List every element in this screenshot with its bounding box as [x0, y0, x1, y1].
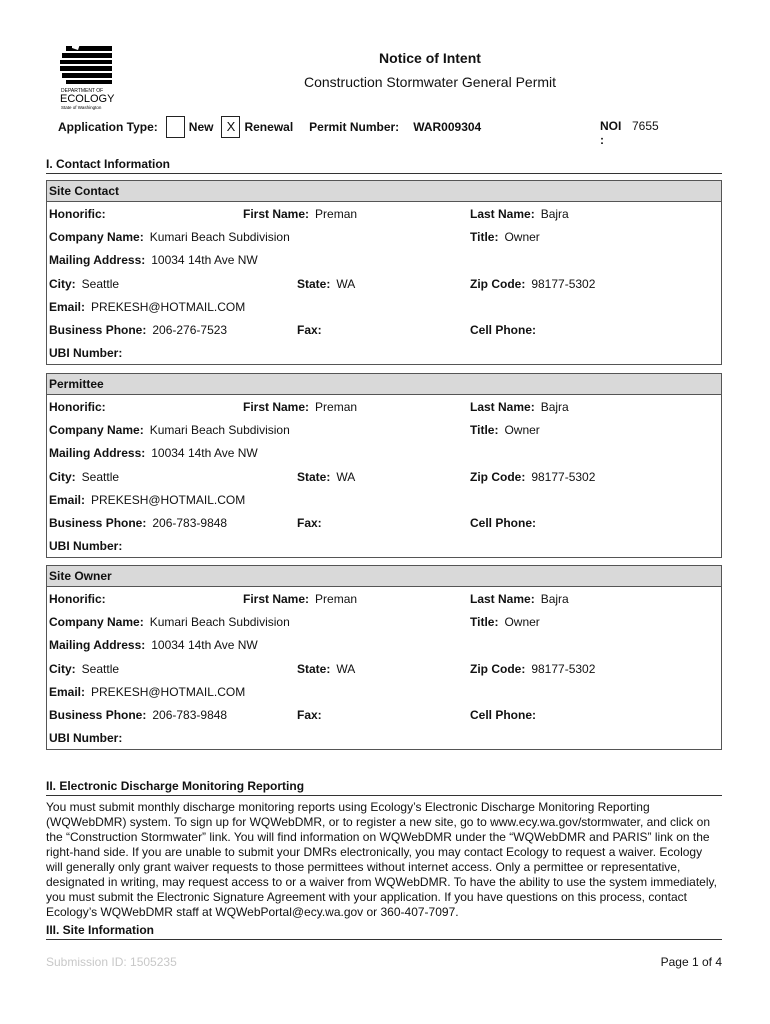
field-mailing: [49, 446, 258, 460]
field-state: [297, 470, 355, 484]
field-label: City:: [49, 276, 76, 291]
page-title: Notice of Intent: [379, 50, 481, 66]
section-contact-title: I. Contact Information: [46, 157, 170, 171]
field-value: WA: [336, 469, 356, 484]
submission-id: Submission ID: 1505235: [46, 955, 177, 969]
field-label: Zip Code:: [470, 661, 526, 676]
field-company: [49, 615, 290, 629]
field-label: Last Name:: [470, 400, 535, 414]
permit-number-value: WAR009304: [413, 120, 482, 134]
field-city: [49, 470, 119, 484]
field-email: [49, 493, 245, 507]
contact-block-heading: Site Owner: [47, 566, 721, 587]
divider: [46, 173, 722, 174]
field-label: UBI Number:: [49, 346, 123, 361]
field-state: [297, 662, 355, 676]
divider: [46, 939, 722, 940]
field-first-name: [243, 592, 357, 606]
field-company: [49, 230, 290, 244]
field-label: City:: [49, 661, 76, 676]
field-label: Email:: [49, 492, 86, 507]
divider: [46, 795, 722, 796]
contact-row: [47, 248, 721, 271]
contact-row: [47, 657, 721, 680]
contact-block-heading: Permittee: [47, 374, 721, 395]
field-label: Honorific:: [49, 207, 106, 221]
contact-block: [46, 565, 722, 750]
field-label: First Name:: [243, 400, 310, 414]
field-honorific: [49, 400, 112, 414]
contact-row: [47, 441, 721, 464]
field-bphone: [49, 516, 227, 530]
field-value: Seattle: [81, 276, 120, 291]
contact-row: [47, 511, 721, 534]
field-label: Title:: [470, 230, 499, 245]
field-value: PREKESH@HOTMAIL.COM: [91, 684, 246, 699]
page-subtitle: Construction Stormwater General Permit: [303, 74, 557, 90]
field-cell: [470, 516, 542, 530]
renewal-checkbox[interactable]: X: [221, 116, 240, 138]
contact-block-heading: Site Contact: [47, 181, 721, 202]
field-value: Preman: [315, 207, 358, 221]
field-label: First Name:: [243, 592, 310, 606]
field-value: Preman: [315, 400, 358, 414]
contact-row: [47, 488, 721, 511]
field-value: 10034 14th Ave NW: [151, 446, 258, 461]
field-value: 10034 14th Ave NW: [151, 638, 258, 653]
contact-row: [47, 726, 721, 749]
field-label: UBI Number:: [49, 539, 123, 554]
renewal-label: Renewal: [244, 120, 294, 134]
field-label: Title:: [470, 423, 499, 438]
field-value: Kumari Beach Subdivision: [149, 230, 290, 245]
noi-colon: :: [600, 133, 604, 147]
field-value: 98177-5302: [531, 661, 596, 676]
new-checkbox[interactable]: [166, 116, 185, 138]
field-label: State:: [297, 469, 331, 484]
contact-row: [47, 418, 721, 441]
section-site-title: III. Site Information: [46, 923, 155, 937]
field-value: Bajra: [540, 592, 569, 606]
field-email: [49, 300, 245, 314]
svg-text:DEPARTMENT OF: DEPARTMENT OF: [61, 88, 104, 94]
page-number: Page 1 of 4: [660, 955, 722, 969]
field-label: Honorific:: [49, 400, 106, 414]
field-mailing: [49, 638, 258, 652]
field-ubi: [49, 539, 128, 553]
field-label: State:: [297, 661, 331, 676]
field-value: Bajra: [540, 400, 569, 414]
field-value: Bajra: [540, 207, 569, 221]
field-label: Company Name:: [49, 230, 144, 245]
field-last-name: [470, 400, 569, 414]
field-honorific: [49, 207, 112, 221]
field-bphone: [49, 708, 227, 722]
field-cell: [470, 323, 542, 337]
field-value: Kumari Beach Subdivision: [149, 615, 290, 630]
contact-row: [47, 610, 721, 633]
contact-row: [47, 318, 721, 341]
field-first-name: [243, 207, 357, 221]
contact-row: [47, 703, 721, 726]
field-zip: [470, 277, 595, 291]
field-label: Cell Phone:: [470, 515, 537, 530]
contact-row: [47, 341, 721, 364]
noi-value: 7655: [632, 119, 659, 133]
contact-block: [46, 180, 722, 365]
new-label: New: [188, 120, 214, 134]
application-row: [58, 116, 481, 138]
field-label: UBI Number:: [49, 731, 123, 746]
field-label: Last Name:: [470, 207, 535, 221]
field-value: Seattle: [81, 469, 120, 484]
field-zip: [470, 662, 595, 676]
field-label: Company Name:: [49, 423, 144, 438]
contact-block: [46, 373, 722, 558]
field-bphone: [49, 323, 227, 337]
contact-row: [47, 680, 721, 703]
field-fax: [297, 323, 328, 337]
field-last-name: [470, 207, 569, 221]
field-label: Email:: [49, 299, 86, 314]
field-value: 206-783-9848: [152, 515, 228, 530]
contact-row: [47, 633, 721, 656]
field-value: 206-783-9848: [152, 707, 228, 722]
field-label: Title:: [470, 615, 499, 630]
field-label: Business Phone:: [49, 322, 147, 337]
field-honorific: [49, 592, 112, 606]
field-value: 10034 14th Ave NW: [151, 253, 258, 268]
contact-row: [47, 587, 721, 610]
field-label: Zip Code:: [470, 276, 526, 291]
field-last-name: [470, 592, 569, 606]
field-label: City:: [49, 469, 76, 484]
field-label: Fax:: [297, 707, 322, 722]
field-value: WA: [336, 661, 356, 676]
field-label: Cell Phone:: [470, 322, 537, 337]
field-ubi: [49, 346, 128, 360]
field-ubi: [49, 731, 128, 745]
field-label: First Name:: [243, 207, 310, 221]
field-value: Owner: [504, 230, 540, 245]
application-type-label: Application Type:: [58, 120, 158, 134]
field-value: Seattle: [81, 661, 120, 676]
edmr-paragraph: You must submit monthly discharge monitoring reports using Ecology’s Electronic Discharge Monitoring Reporting (WQWebDMR) system. To sign up for WQWebDMR, or to register a new site, go to www.ecy.wa.gov/stormwater, and click on the “Construction Stormwater” link. You will find information on WQWebDMR under the “WQWebDMR and PARIS” link on the right-hand side. If you are unable to submit your DMRs electronically, you may contact Ecology to request a waiver. Ecology will generally only grant waiver requests to those permittees without internet access. Only a permittee or representative, designated in writing, may request access to or a waiver from WQWebDMR. To have the ability to use the system immediately, you must submit the Electronic Signature Agreement with your application. If you have questions on this process, contact Ecology’s WQWebDMR staff at WQWebPortal@ecy.wa.gov or 360-407-7097.: [46, 800, 717, 919]
svg-text:ECOLOGY: ECOLOGY: [60, 93, 115, 105]
field-value: PREKESH@HOTMAIL.COM: [91, 492, 246, 507]
field-label: State:: [297, 276, 331, 291]
noi-label: NOI: [600, 119, 622, 133]
field-label: Mailing Address:: [49, 253, 146, 268]
field-title: [470, 615, 540, 629]
contact-row: [47, 225, 721, 248]
permit-number-label: Permit Number:: [309, 120, 400, 134]
field-cell: [470, 708, 542, 722]
contact-row: [47, 295, 721, 318]
svg-text:State of Washington: State of Washington: [61, 105, 102, 110]
field-zip: [470, 470, 595, 484]
field-label: Mailing Address:: [49, 446, 146, 461]
field-label: Email:: [49, 684, 86, 699]
field-label: Business Phone:: [49, 707, 147, 722]
field-company: [49, 423, 290, 437]
field-value: 206-276-7523: [152, 322, 228, 337]
field-email: [49, 685, 245, 699]
contact-row: [47, 272, 721, 295]
field-fax: [297, 708, 328, 722]
section-edmr-title: II. Electronic Discharge Monitoring Reporting: [46, 779, 305, 793]
field-label: Honorific:: [49, 592, 106, 606]
contact-row: [47, 202, 721, 225]
field-value: Owner: [504, 615, 540, 630]
field-value: Kumari Beach Subdivision: [149, 423, 290, 438]
field-label: Zip Code:: [470, 469, 526, 484]
field-value: Preman: [315, 592, 358, 606]
field-city: [49, 277, 119, 291]
field-label: Mailing Address:: [49, 638, 146, 653]
field-value: PREKESH@HOTMAIL.COM: [91, 299, 246, 314]
field-city: [49, 662, 119, 676]
contact-row: [47, 534, 721, 557]
contact-row: [47, 395, 721, 418]
field-mailing: [49, 253, 258, 267]
field-label: Last Name:: [470, 592, 535, 606]
field-fax: [297, 516, 328, 530]
field-value: WA: [336, 276, 356, 291]
field-title: [470, 423, 540, 437]
field-label: Fax:: [297, 322, 322, 337]
field-value: 98177-5302: [531, 469, 596, 484]
field-first-name: [243, 400, 357, 414]
field-label: Cell Phone:: [470, 707, 537, 722]
field-value: Owner: [504, 423, 540, 438]
field-title: [470, 230, 540, 244]
field-label: Business Phone:: [49, 515, 147, 530]
contact-row: [47, 465, 721, 488]
field-label: Fax:: [297, 515, 322, 530]
field-value: 98177-5302: [531, 276, 596, 291]
field-label: Company Name:: [49, 615, 144, 630]
field-state: [297, 277, 355, 291]
